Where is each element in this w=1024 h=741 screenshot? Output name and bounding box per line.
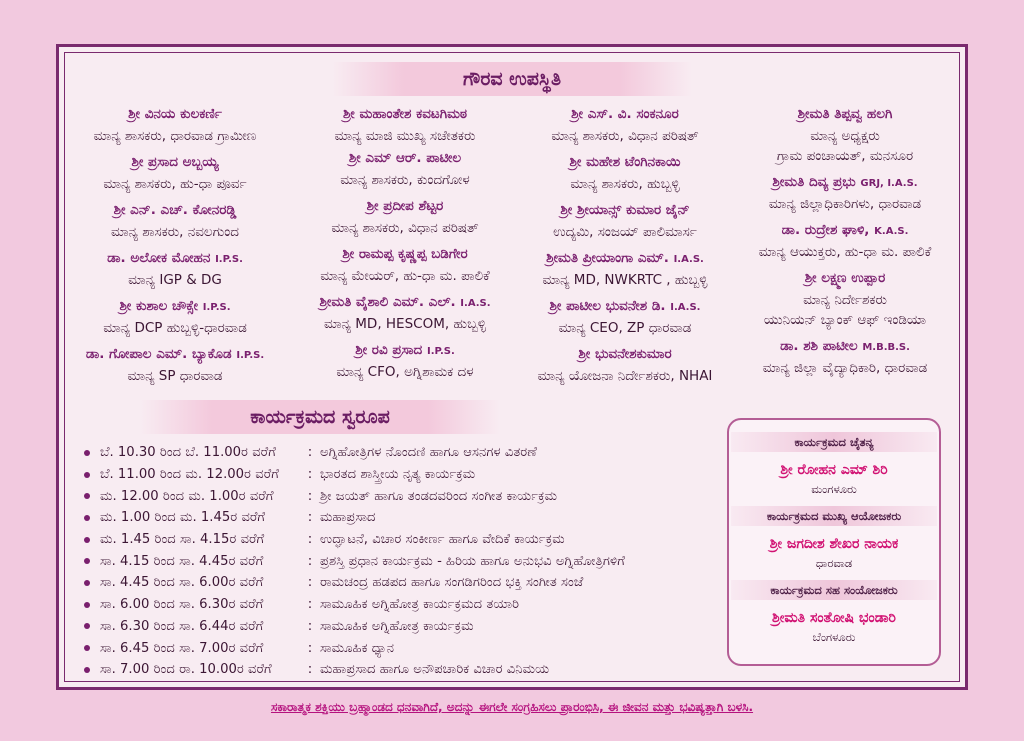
guest-name: ಡಾ. ಅಲೋಕ ಮೋಹನ I.P.S. [107,250,243,266]
bullet-icon [84,515,90,521]
guest-role: ಮಾನ್ಯ ಶಾಸಕರು, ವಿಧಾನ ಪರಿಷತ್ [551,128,699,144]
guest-name: ಶ್ರೀ ಮಹೇಶ ಟೆಂಗಿನಕಾಯಿ [569,154,681,170]
guest-entry [300,292,510,334]
organizer-label: ಕಾರ್ಯಕ್ರಮದ ಮುಖ್ಯ ಆಯೋಜಕರು [731,506,937,526]
schedule-time: ಬೆ. 11.00 ರಿಂದ ಮ. 12.00ರ ವರೆಗೆ [100,467,279,483]
schedule-activity: ಪ್ರಶಸ್ತಿ ಪ್ರಧಾನ ಕಾರ್ಯಕ್ರಮ - ಹಿರಿಯ ಹಾಗೂ ಅನುಭವಿ ಅಗ್ನಿಹೋತ್ರಿಗಳಿಗೆ [320,553,625,569]
guest-entry [300,104,510,146]
guest-entry [740,336,950,378]
guest-column-2 [300,104,510,388]
guest-role: ಮಾನ್ಯ ಜಿಲ್ಲಾಧಿಕಾರಿಗಳು, ಧಾರವಾಡ [768,196,922,212]
schedule-activity: ರಾಮಚಂದ್ರ ಹಡಪದ ಹಾಗೂ ಸಂಗಡಿಗರಿಂದ ಭಕ್ತಿ ಸಂಗೀತ ಸಂಜೆ [320,575,584,591]
schedule-activity: ಸಾಮೂಹಿಕ ಧ್ಯಾನ [320,640,395,656]
guest-entry [70,248,280,290]
guest-name: ಶ್ರೀ ಎಮ್ ಆರ್. ಪಾಟೀಲ [348,150,462,166]
guest-name: ಡಾ. ಶಶಿ ಪಾಟೀಲ M.B.B.S. [780,338,910,354]
footer-quote: ಸಕಾರಾತ್ಮಕ ಶಕ್ತಿಯು ಬ್ರಹ್ಮಾಂಡದ ಧನವಾಗಿದೆ, ಅದನ್ನು ಈಗಲೇ ಸಂಗ್ರಹಿಸಲು ಪ್ರಾರಂಭಿಸಿ, ಈ ಜೀವನ ಮತ್ತು ಭವಿಷ್ಯತ್ತಾಗಿ ಬಳಸಿ. [270,700,754,714]
schedule-time: ಬೆ. 10.30 ರಿಂದ ಬೆ. 11.00ರ ವರೆಗೆ [100,445,276,461]
schedule-activity: ಅಗ್ನಿಹೋತ್ರಿಗಳ ನೊಂದಣಿ ಹಾಗೂ ಆಸನಗಳ ವಿತರಣೆ [320,445,537,461]
guest-role: ಮಾನ್ಯ ಶಾಸಕರು, ಹು-ಧಾ ಪೂರ್ವ [103,176,247,192]
guest-name: ಶ್ರೀ ಮಹಾಂತೇಶ ಕವಟಗಿಮಠ [342,106,468,122]
organizer-label: ಕಾರ್ಯಕ್ರಮದ ಚೈತನ್ಯ [731,432,937,452]
guest-role: ಮಾನ್ಯ MD, NWKRTC , ಹುಬ್ಬಳ್ಳಿ [542,272,708,288]
bullet-icon [84,602,90,608]
guest-name: ಶ್ರೀ ಶ್ರೀಯಾನ್ಸ್ ಕುಮಾರ ಜೈನ್ [560,202,690,218]
guest-entry [740,172,950,214]
guest-role: ಮಾನ್ಯ ಮಾಜಿ ಮುಖ್ಯ ಸಚೇತಕರು [334,128,476,144]
organizer-place: ಧಾರವಾಡ [815,556,853,570]
guest-entry [70,104,280,146]
guest-entry [70,200,280,242]
guest-column-1 [70,104,280,392]
guest-role: ಮಾನ್ಯ ಮೇಯರ್, ಹು-ಧಾ ಮ. ಪಾಲಿಕೆ [320,268,490,284]
bullet-icon [84,667,90,673]
schedule-row: ಮ. 12.00 ರಿಂದ ಮ. 1.00ರ ವರೆಗೆ : ಶ್ರೀ ಜಯತ್ ಹಾಗೂ ತಂಡದವರಿಂದ ಸಂಗೀತ ಕಾರ್ಯಕ್ರಮ [84,485,704,507]
guest-name: ಶ್ರೀ ಎನ್. ಎಚ್. ಕೋನರಡ್ಡಿ [113,202,237,218]
schedule-activity: ಸಾಮೂಹಿಕ ಅಗ್ನಿಹೋತ್ರ ಕಾರ್ಯಕ್ರಮದ ತಯಾರಿ [320,597,520,613]
schedule-row: ಸಾ. 6.00 ರಿಂದ ಸಾ. 6.30ರ ವರೆಗೆ : ಸಾಮೂಹಿಕ ಅಗ್ನಿಹೋತ್ರ ಕಾರ್ಯಕ್ರಮದ ತಯಾರಿ [84,594,704,616]
schedule-row: ಸಾ. 6.30 ರಿಂದ ಸಾ. 6.44ರ ವರೆಗೆ : ಸಾಮೂಹಿಕ ಅಗ್ನಿಹೋತ್ರ ಕಾರ್ಯಕ್ರಮ [84,616,704,638]
schedule-time: ಸಾ. 4.15 ರಿಂದ ಸಾ. 4.45ರ ವರೆಗೆ [100,553,264,569]
organizer-name: ಶ್ರೀ ಜಗದೀಶ ಶೇಖರ ನಾಯಕ [769,536,899,552]
bullet-icon [84,623,90,629]
schedule-activity: ಮಹಾಪ್ರಸಾದ ಹಾಗೂ ಅನೌಪಚಾರಿಕ ವಿಚಾರ ವಿನಿಮಯ [320,662,550,678]
schedule-activity: ಉದ್ಘಾಟನೆ, ವಿಚಾರ ಸಂಕೀರ್ಣ ಹಾಗೂ ವೇದಿಕೆ ಕಾರ್ಯಕ್ರಮ [320,532,565,548]
guest-role: ಮಾನ್ಯ ಅಧ್ಯಕ್ಷರು [810,128,880,144]
guest-role: ಉದ್ಯಮಿ, ಸಂಜಯ್ ಪಾಲಿಮಾರ್ಸ [553,224,697,240]
schedule-time: ಸಾ. 6.00 ರಿಂದ ಸಾ. 6.30ರ ವರೆಗೆ [100,597,264,613]
guest-name: ಶ್ರೀಮತಿ ಪ್ರೀಯಾಂಗಾ ಎಮ್. I.A.S. [546,250,704,266]
organizer-place: ಮಂಗಳೂರು [811,482,857,496]
guest-entry [300,196,510,238]
guest-entry [70,296,280,338]
bullet-icon [84,450,90,456]
organizer-place: ಬೆಂಗಳೂರು [812,630,856,644]
schedule-time: ಸಾ. 6.45 ರಿಂದ ಸಾ. 7.00ರ ವರೆಗೆ [100,640,264,656]
organizer-name: ಶ್ರೀ ರೋಹನ ಎಮ್ ಶಿರಿ [780,462,888,478]
schedule-row: ಸಾ. 6.45 ರಿಂದ ಸಾ. 7.00ರ ವರೆಗೆ : ಸಾಮೂಹಿಕ ಧ್ಯಾನ [84,637,704,659]
guest-role: ಮಾನ್ಯ ಆಯುಕ್ತರು, ಹು-ಧಾ ಮ. ಪಾಲಿಕೆ [758,244,932,260]
guest-role-line2: ಯುನಿಯನ್ ಬ್ಯಾಂಕ್ ಆಫ್ ಇಂಡಿಯಾ [763,312,927,328]
organizer-name: ಶ್ರೀಮತಿ ಸಂತೋಷಿ ಭಂಡಾರಿ [772,610,896,626]
schedule-time: ಸಾ. 6.30 ರಿಂದ ಸಾ. 6.44ರ ವರೆಗೆ [100,618,264,634]
guest-entry [520,152,730,194]
guest-entry [520,248,730,290]
schedule-activity: ಶ್ರೀ ಜಯತ್ ಹಾಗೂ ತಂಡದವರಿಂದ ಸಂಗೀತ ಕಾರ್ಯಕ್ರಮ [320,488,558,504]
guest-entry [70,152,280,194]
organizer-label: ಕಾರ್ಯಕ್ರಮದ ಸಹ ಸಂಯೋಜಕರು [731,580,937,600]
guest-name: ಶ್ರೀ ಎಸ್. ವಿ. ಸಂಕನೂರ [571,106,679,122]
guest-entry [520,296,730,338]
schedule-row: ಸಾ. 4.15 ರಿಂದ ಸಾ. 4.45ರ ವರೆಗೆ : ಪ್ರಶಸ್ತಿ ಪ್ರಧಾನ ಕಾರ್ಯಕ್ರಮ - ಹಿರಿಯ ಹಾಗೂ ಅನುಭವಿ ಅಗ್ನಿಹೋತ್ರಿಗಳಿಗೆ [84,550,704,572]
guest-role: ಮಾನ್ಯ MD, HESCOM, ಹುಬ್ಬಳ್ಳಿ [324,316,486,332]
guest-name: ಶ್ರೀ ರಾಮಪ್ಪ ಕೃಷ್ಣಪ್ಪ ಬಡಿಗೇರ [342,246,468,262]
schedule-time: ಸಾ. 4.45 ರಿಂದ ಸಾ. 6.00ರ ವರೆಗೆ [100,575,264,591]
guest-role: ಮಾನ್ಯ ಶಾಸಕರು, ಹುಬ್ಬಳ್ಳಿ [570,176,680,192]
guest-name: ಡಾ. ಗೋಪಾಲ ಎಮ್. ಬ್ಯಾಕೊಡ I.P.S. [85,346,265,362]
guest-name: ಶ್ರೀ ಪ್ರದೀಪ ಶೆಟ್ಟರ [366,198,444,214]
bullet-icon [84,558,90,564]
bullet-icon [84,472,90,478]
bullet-icon [84,645,90,651]
guest-role: ಮಾನ್ಯ ಶಾಸಕರು, ವಿಧಾನ ಪರಿಷತ್ [331,220,479,236]
guest-role: ಮಾನ್ಯ DCP ಹುಬ್ಬಳ್ಳಿ-ಧಾರವಾಡ [103,320,247,336]
guest-entry [300,244,510,286]
guest-role: ಮಾನ್ಯ CEO, ZP ಧಾರವಾಡ [558,320,692,336]
guest-name: ಶ್ರೀ ಕುಶಾಲ ಚೌಕ್ಸೇ I.P.S. [119,298,231,314]
guest-entry [740,220,950,262]
bullet-icon [84,493,90,499]
schedule-time: ಮ. 1.00 ರಿಂದ ಮ. 1.45ರ ವರೆಗೆ [100,510,266,526]
guest-entry [300,340,510,382]
schedule-activity: ಭಾರತದ ಶಾಸ್ತ್ರೀಯ ನೃತ್ಯ ಕಾರ್ಯಕ್ರಮ [320,467,476,483]
guest-role: ಮಾನ್ಯ SP ಧಾರವಾಡ [127,368,223,384]
schedule-row: ಬೆ. 11.00 ರಿಂದ ಮ. 12.00ರ ವರೆಗೆ : ಭಾರತದ ಶಾಸ್ತ್ರೀಯ ನೃತ್ಯ ಕಾರ್ಯಕ್ರಮ [84,464,704,486]
guests-section-title: ಗೌರವ ಉಪಸ್ಥಿತಿ [332,62,692,96]
schedule-row: ಬೆ. 10.30 ರಿಂದ ಬೆ. 11.00ರ ವರೆಗೆ : ಅಗ್ನಿಹೋತ್ರಿಗಳ ನೊಂದಣಿ ಹಾಗೂ ಆಸನಗಳ ವಿತರಣೆ [84,442,704,464]
guest-entry [520,104,730,146]
schedule-time: ಮ. 12.00 ರಿಂದ ಮ. 1.00ರ ವರೆಗೆ [100,488,274,504]
guest-role: ಮಾನ್ಯ CFO, ಅಗ್ನಿಶಾಮಕ ದಳ [336,364,474,380]
guest-name: ಶ್ರೀ ರವಿ ಪ್ರಸಾದ I.P.S. [355,342,455,358]
guest-role: ಮಾನ್ಯ ಜಿಲ್ಲಾ ವೈದ್ಯಾಧಿಕಾರಿ, ಧಾರವಾಡ [762,360,928,376]
schedule-time: ಸಾ. 7.00 ರಿಂದ ರಾ. 10.00ರ ವರೆಗೆ [100,662,272,678]
guest-role: ಮಾನ್ಯ ನಿರ್ದೇಶಕರು [803,292,887,308]
schedule-row: ಮ. 1.45 ರಿಂದ ಸಾ. 4.15ರ ವರೆಗೆ : ಉದ್ಘಾಟನೆ, ವಿಚಾರ ಸಂಕೀರ್ಣ ಹಾಗೂ ವೇದಿಕೆ ಕಾರ್ಯಕ್ರಮ [84,529,704,551]
schedule-list [84,442,704,681]
guest-column-4 [740,104,950,384]
guest-entry [520,200,730,242]
schedule-row: ಸಾ. 4.45 ರಿಂದ ಸಾ. 6.00ರ ವರೆಗೆ : ರಾಮಚಂದ್ರ ಹಡಪದ ಹಾಗೂ ಸಂಗಡಿಗರಿಂದ ಭಕ್ತಿ ಸಂಗೀತ ಸಂಜೆ [84,572,704,594]
guest-role: ಮಾನ್ಯ ಯೋಜನಾ ನಿರ್ದೇಶಕರು, NHAI [537,368,713,384]
guest-name: ಶ್ರೀ ಪಾಟೀಲ ಭುವನೇಶ ಡಿ. I.A.S. [549,298,701,314]
program-section-title: ಕಾರ್ಯಕ್ರಮದ ಸ್ವರೂಪ [140,400,500,434]
organizers-box [727,418,941,666]
guest-role: ಮಾನ್ಯ ಶಾಸಕರು, ಧಾರವಾಡ ಗ್ರಾಮೀಣ [93,128,257,144]
schedule-time: ಮ. 1.45 ರಿಂದ ಸಾ. 4.15ರ ವರೆಗೆ [100,532,265,548]
guest-name: ಶ್ರೀ ಪ್ರಸಾದ ಅಬ್ಬಯ್ಯ [131,154,219,170]
guest-name: ಡಾ. ರುದ್ರೇಶ ಘಾಳಿ, K.A.S. [781,222,909,238]
guest-name: ಶ್ರೀಮತಿ ದಿವ್ಯ ಪ್ರಭು GRJ, I.A.S. [772,174,918,190]
guest-entry [300,148,510,190]
bullet-icon [84,580,90,586]
schedule-activity: ಸಾಮೂಹಿಕ ಅಗ್ನಿಹೋತ್ರ ಕಾರ್ಯಕ್ರಮ [320,618,474,634]
guest-entry [70,344,280,386]
schedule-activity: ಮಹಾಪ್ರಸಾದ [320,510,376,526]
guest-entry [740,268,950,330]
schedule-row: ಮ. 1.00 ರಿಂದ ಮ. 1.45ರ ವರೆಗೆ : ಮಹಾಪ್ರಸಾದ [84,507,704,529]
guest-name: ಶ್ರೀ ಭುವನೇಶಕುಮಾರ [578,346,672,362]
bullet-icon [84,537,90,543]
guest-name: ಶ್ರೀಮತಿ ವೈಶಾಲಿ ಎಮ್. ಎಲ್. I.A.S. [319,294,491,310]
guest-role: ಮಾನ್ಯ ಶಾಸಕರು, ನವಲಗುಂದ [111,224,239,240]
guest-name: ಶ್ರೀಮತಿ ತಿಪ್ಪವ್ವ ಹಲಗಿ [797,106,893,122]
guest-name: ಶ್ರೀ ವಿನಯ ಕುಲಕರ್ಣಿ [128,106,222,122]
guest-role: ಮಾನ್ಯ IGP & DG [128,272,222,288]
guest-column-3 [520,104,730,392]
schedule-row: ಸಾ. 7.00 ರಿಂದ ರಾ. 10.00ರ ವರೆಗೆ : ಮಹಾಪ್ರಸಾದ ಹಾಗೂ ಅನೌಪಚಾರಿಕ ವಿಚಾರ ವಿನಿಮಯ [84,659,704,681]
guest-role: ಮಾನ್ಯ ಶಾಸಕರು, ಕುಂದಗೋಳ [340,172,470,188]
guest-entry [520,344,730,386]
guest-entry [740,104,950,166]
guest-name: ಶ್ರೀ ಲಕ್ಷ್ಮಣ ಉಪ್ಪಾರ [804,270,886,286]
guest-role-line2: ಗ್ರಾಮ ಪಂಚಾಯತ್, ಮನಸೂರ [776,148,914,164]
